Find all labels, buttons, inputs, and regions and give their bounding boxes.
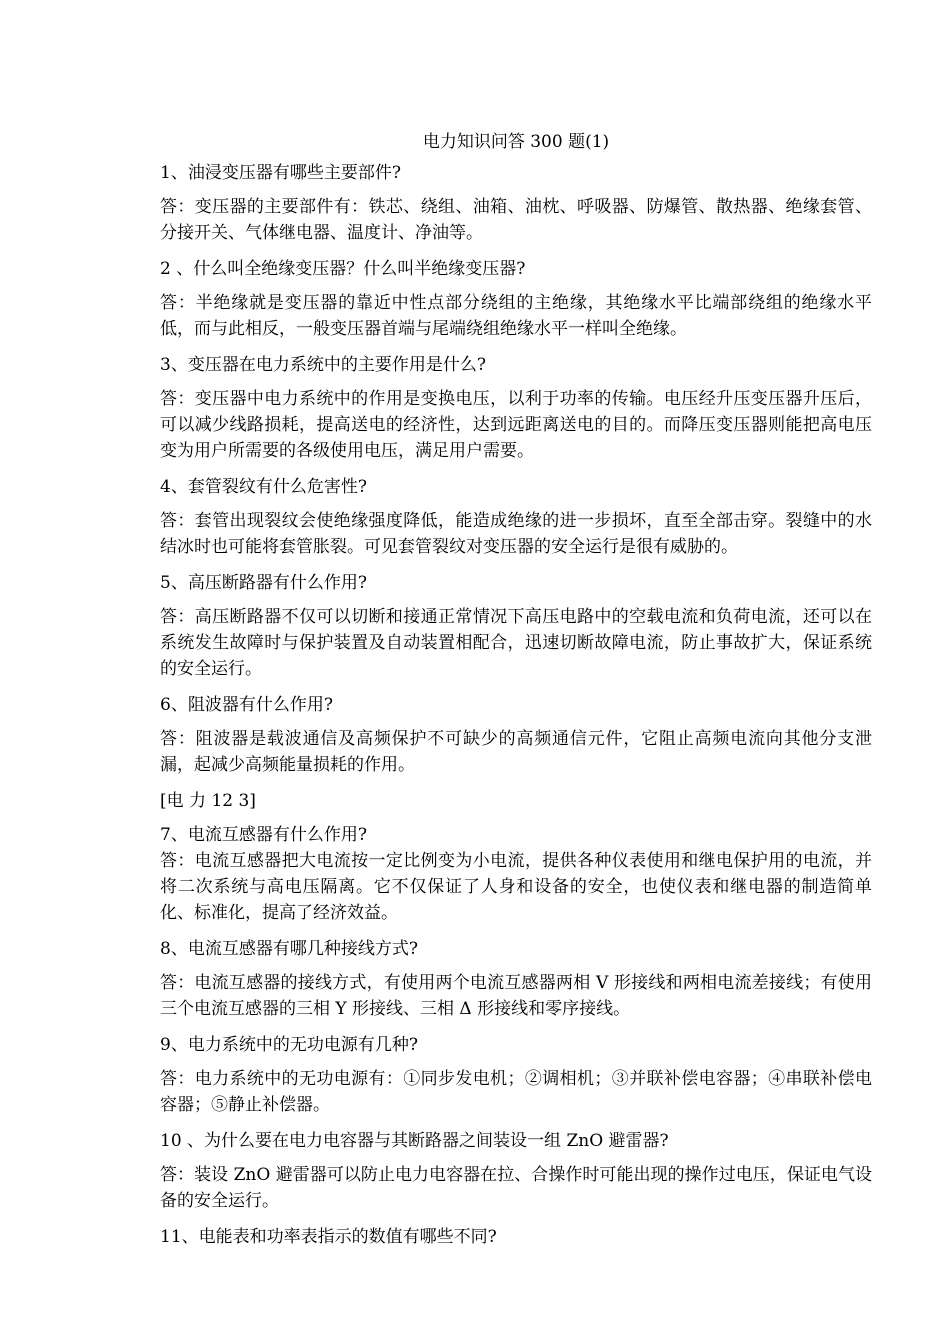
document-title: 电力知识问答 300 题(1) [422, 132, 610, 152]
answer-1: 答：变压器的主要部件有：铁芯、绕组、油箱、油枕、呼吸器、防爆管、散热器、绝缘套管、分接开关、气体继电器、温度计、净油等。 [160, 197, 872, 243]
question-2: 2 、什么叫全绝缘变压器？什么叫半绝缘变压器? [160, 259, 526, 279]
question-4: 4、套管裂纹有什么危害性? [160, 477, 367, 497]
answer-10: 答：装设 ZnO 避雷器可以防止电力电容器在拉、合操作时可能出现的操作过电压，保证电气设备的安全运行。 [160, 1165, 872, 1211]
section-note: [电 力 12 3] [160, 791, 256, 811]
answer-5: 答：高压断路器不仅可以切断和接通正常情况下高压电路中的空载电流和负荷电流，还可以在系统发生故障时与保护装置及自动装置相配合，迅速切断故障电流，防止事故扩大，保证系统的安全运行。 [160, 607, 872, 679]
question-10: 10 、为什么要在电力电容器与其断路器之间装设一组 ZnO 避雷器? [160, 1131, 669, 1151]
question-9: 9、电力系统中的无功电源有几种? [160, 1035, 418, 1055]
question-6: 6、阻波器有什么作用? [160, 695, 333, 715]
question-5: 5、高压断路器有什么作用? [160, 573, 367, 593]
answer-7: 答：电流互感器把大电流按一定比例变为小电流，提供各种仪表使用和继电保护用的电流，并将二次系统与高电压隔离。它不仅保证了人身和设备的安全，也使仪表和继电器的制造简单化、标准化，提高了经济效益。 [160, 851, 872, 923]
document-page [160, 128, 872, 1258]
answer-8: 答：电流互感器的接线方式，有使用两个电流互感器两相 V 形接线和两相电流差接线；有使用三个电流互感器的三相 Y 形接线、三相 Δ 形接线和零序接线。 [160, 973, 872, 1019]
question-7: 7、电流互感器有什么作用? [160, 825, 367, 845]
answer-2: 答：半绝缘就是变压器的靠近中性点部分绕组的主绝缘，其绝缘水平比端部绕组的绝缘水平低，而与此相反，一般变压器首端与尾端绕组绝缘水平一样叫全绝缘。 [160, 293, 872, 339]
answer-4: 答：套管出现裂纹会使绝缘强度降低，能造成绝缘的进一步损坏，直至全部击穿。裂缝中的水结冰时也可能将套管胀裂。可见套管裂纹对变压器的安全运行是很有威胁的。 [160, 511, 872, 557]
question-1: 1、油浸变压器有哪些主要部件? [160, 163, 401, 183]
answer-3: 答：变压器中电力系统中的作用是变换电压，以利于功率的传输。电压经升压变压器升压后，可以减少线路损耗，提高送电的经济性，达到远距离送电的目的。而降压变压器则能把高电压变为用户所需要的各级使用电压，满足用户需要。 [160, 389, 872, 461]
question-8: 8、电流互感器有哪几种接线方式? [160, 939, 418, 959]
question-11: 11、电能表和功率表指示的数值有哪些不同? [160, 1227, 497, 1247]
question-3: 3、变压器在电力系统中的主要作用是什么? [160, 355, 486, 375]
answer-6: 答：阻波器是载波通信及高频保护不可缺少的高频通信元件，它阻止高频电流向其他分支泄漏，起减少高频能量损耗的作用。 [160, 729, 872, 775]
answer-9: 答：电力系统中的无功电源有：①同步发电机；②调相机；③并联补偿电容器；④串联补偿电容器；⑤静止补偿器。 [160, 1069, 872, 1115]
